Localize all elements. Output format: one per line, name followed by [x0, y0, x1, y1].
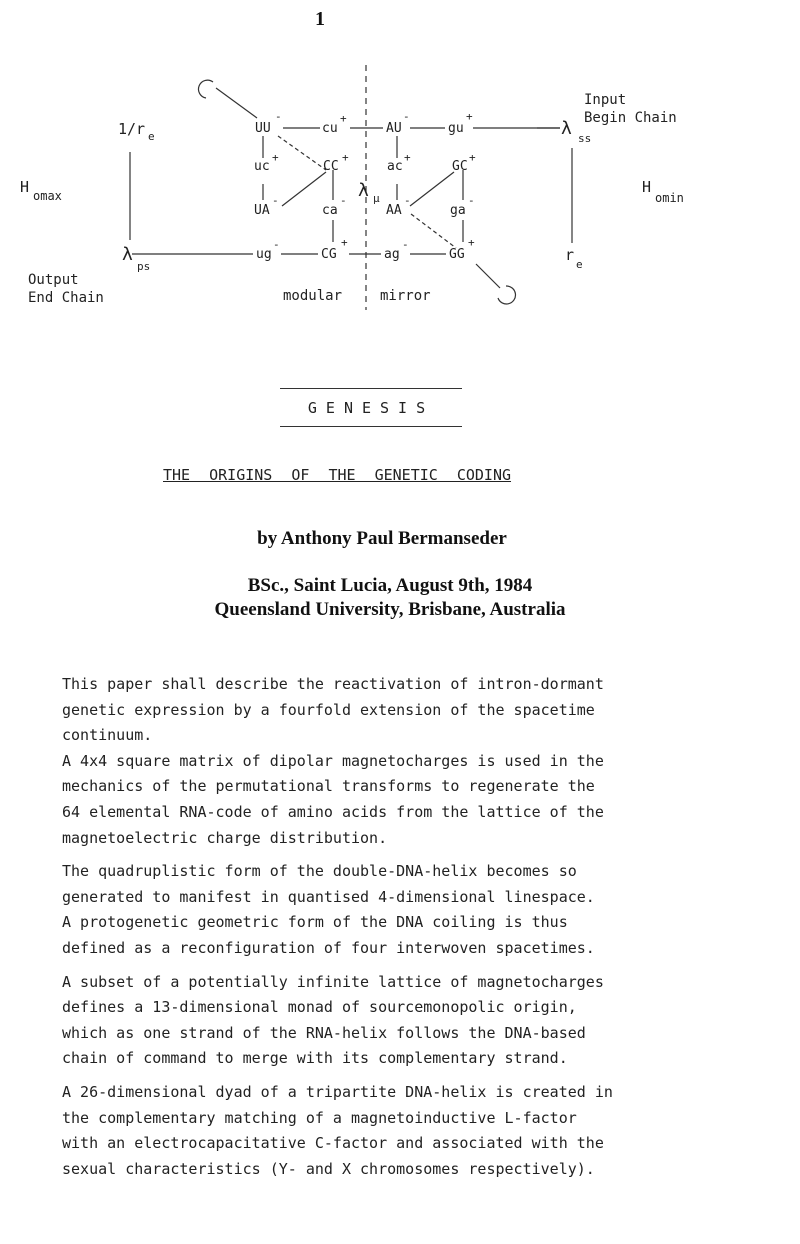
- page-number: 1: [315, 8, 325, 30]
- node-ug-sign: -: [273, 238, 280, 251]
- input-label: Input: [584, 92, 627, 108]
- node-AA: AA: [386, 203, 402, 218]
- node-UA-sign: -: [272, 194, 279, 207]
- node-ca: ca: [322, 203, 338, 218]
- node-CG-sign: +: [341, 236, 348, 249]
- lambda-mu-subscript: μ: [373, 192, 380, 205]
- paragraph-4: A 26-dimensional dyad of a tripartite DNA-helix is created in the complementary matching of a magnetoinductive L-factor with an electrocapacitative C-factor and associated with the sexual characteristics (Y- and X chromosomes respectively).: [62, 1082, 613, 1178]
- h-omax-subscript: omax: [33, 189, 62, 203]
- node-gu: gu: [448, 121, 464, 136]
- paper-subtitle: THE ORIGINS OF THE GENETIC CODING: [163, 466, 512, 484]
- node-UU: UU: [255, 121, 271, 136]
- node-gu-sign: +: [466, 110, 473, 123]
- genetic-matrix-diagram: [0, 60, 800, 320]
- node-ga-sign: -: [468, 194, 475, 207]
- node-ug: ug: [256, 247, 272, 262]
- node-ga: ga: [450, 203, 466, 218]
- left-top-label: 1/r: [118, 120, 146, 138]
- paragraph-3: A subset of a potentially infinite lattice of magnetocharges defines a 13-dimensional monad of sourcemonopolic origin, which as one strand of the RNA-helix follows the DNA-based chain of command to merge with its complementary strand.: [62, 972, 604, 1068]
- abstract-body: [62, 672, 722, 1190]
- lambda-ss-subscript: ss: [578, 132, 592, 145]
- node-UA: UA: [254, 203, 270, 218]
- node-UU-sign: -: [275, 110, 282, 123]
- node-cu: cu: [322, 121, 338, 136]
- node-ac-sign: +: [404, 151, 411, 164]
- modular-label: modular: [283, 288, 343, 304]
- node-ca-sign: -: [340, 194, 347, 207]
- h-omax-label: H: [20, 178, 30, 196]
- node-ag-sign: -: [402, 238, 409, 251]
- node-GC: GC: [452, 159, 468, 174]
- r-e-subscript: e: [576, 258, 583, 271]
- node-cu-sign: +: [340, 112, 347, 125]
- h-omin-label: H: [642, 178, 652, 196]
- lambda-ss-symbol: λ: [561, 118, 572, 139]
- paragraph-2: The quadruplistic form of the double-DNA-helix becomes so generated to manifest in quantised 4-dimensional linespace. A protogenetic geometric form of the DNA coiling is thus defined as a reconfiguration of four interwoven spacetimes.: [62, 862, 595, 957]
- mirror-label: mirror: [380, 288, 431, 304]
- node-GG: GG: [449, 247, 465, 262]
- node-CC-sign: +: [342, 151, 349, 164]
- r-e-label: r: [565, 246, 575, 264]
- paragraph-1: This paper shall describe the reactivation of intron-dormant genetic expression by a fourfold extension of the spacetime continuum. A 4x4 square matrix of dipolar magnetocharges is used in the mechanics of the permutational transforms to regenerate the 64 elemental RNA-code of amino acids from the lattice of the magnetoelectric charge distribution.: [62, 675, 604, 847]
- node-ac: ac: [387, 159, 403, 174]
- end-chain-label: End Chain: [28, 290, 104, 306]
- lambda-ps-symbol: λ: [122, 244, 133, 265]
- lambda-ps-subscript: ps: [137, 260, 151, 273]
- author-line: by Anthony Paul Bermanseder: [257, 528, 507, 549]
- affiliation: [0, 574, 780, 622]
- node-uc-sign: +: [272, 151, 279, 164]
- node-AU: AU: [386, 121, 402, 136]
- node-CC: CC: [323, 159, 339, 174]
- affiliation-line-1: BSc., Saint Lucia, August 9th, 1984: [247, 575, 533, 596]
- output-label: Output: [28, 272, 79, 288]
- node-GG-sign: +: [468, 236, 475, 249]
- left-top-subscript: e: [148, 130, 155, 143]
- node-AU-sign: -: [403, 110, 410, 123]
- node-ag: ag: [384, 247, 400, 262]
- node-AA-sign: -: [404, 194, 411, 207]
- node-GC-sign: +: [469, 151, 476, 164]
- affiliation-line-2: Queensland University, Brisbane, Australia: [214, 599, 566, 620]
- begin-chain-label: Begin Chain: [584, 110, 677, 126]
- paper-title: GENESIS: [280, 388, 462, 427]
- node-uc: uc: [254, 159, 270, 174]
- node-CG: CG: [321, 247, 337, 262]
- h-omin-subscript: omin: [655, 191, 684, 205]
- lambda-mu-symbol: λ: [358, 180, 369, 201]
